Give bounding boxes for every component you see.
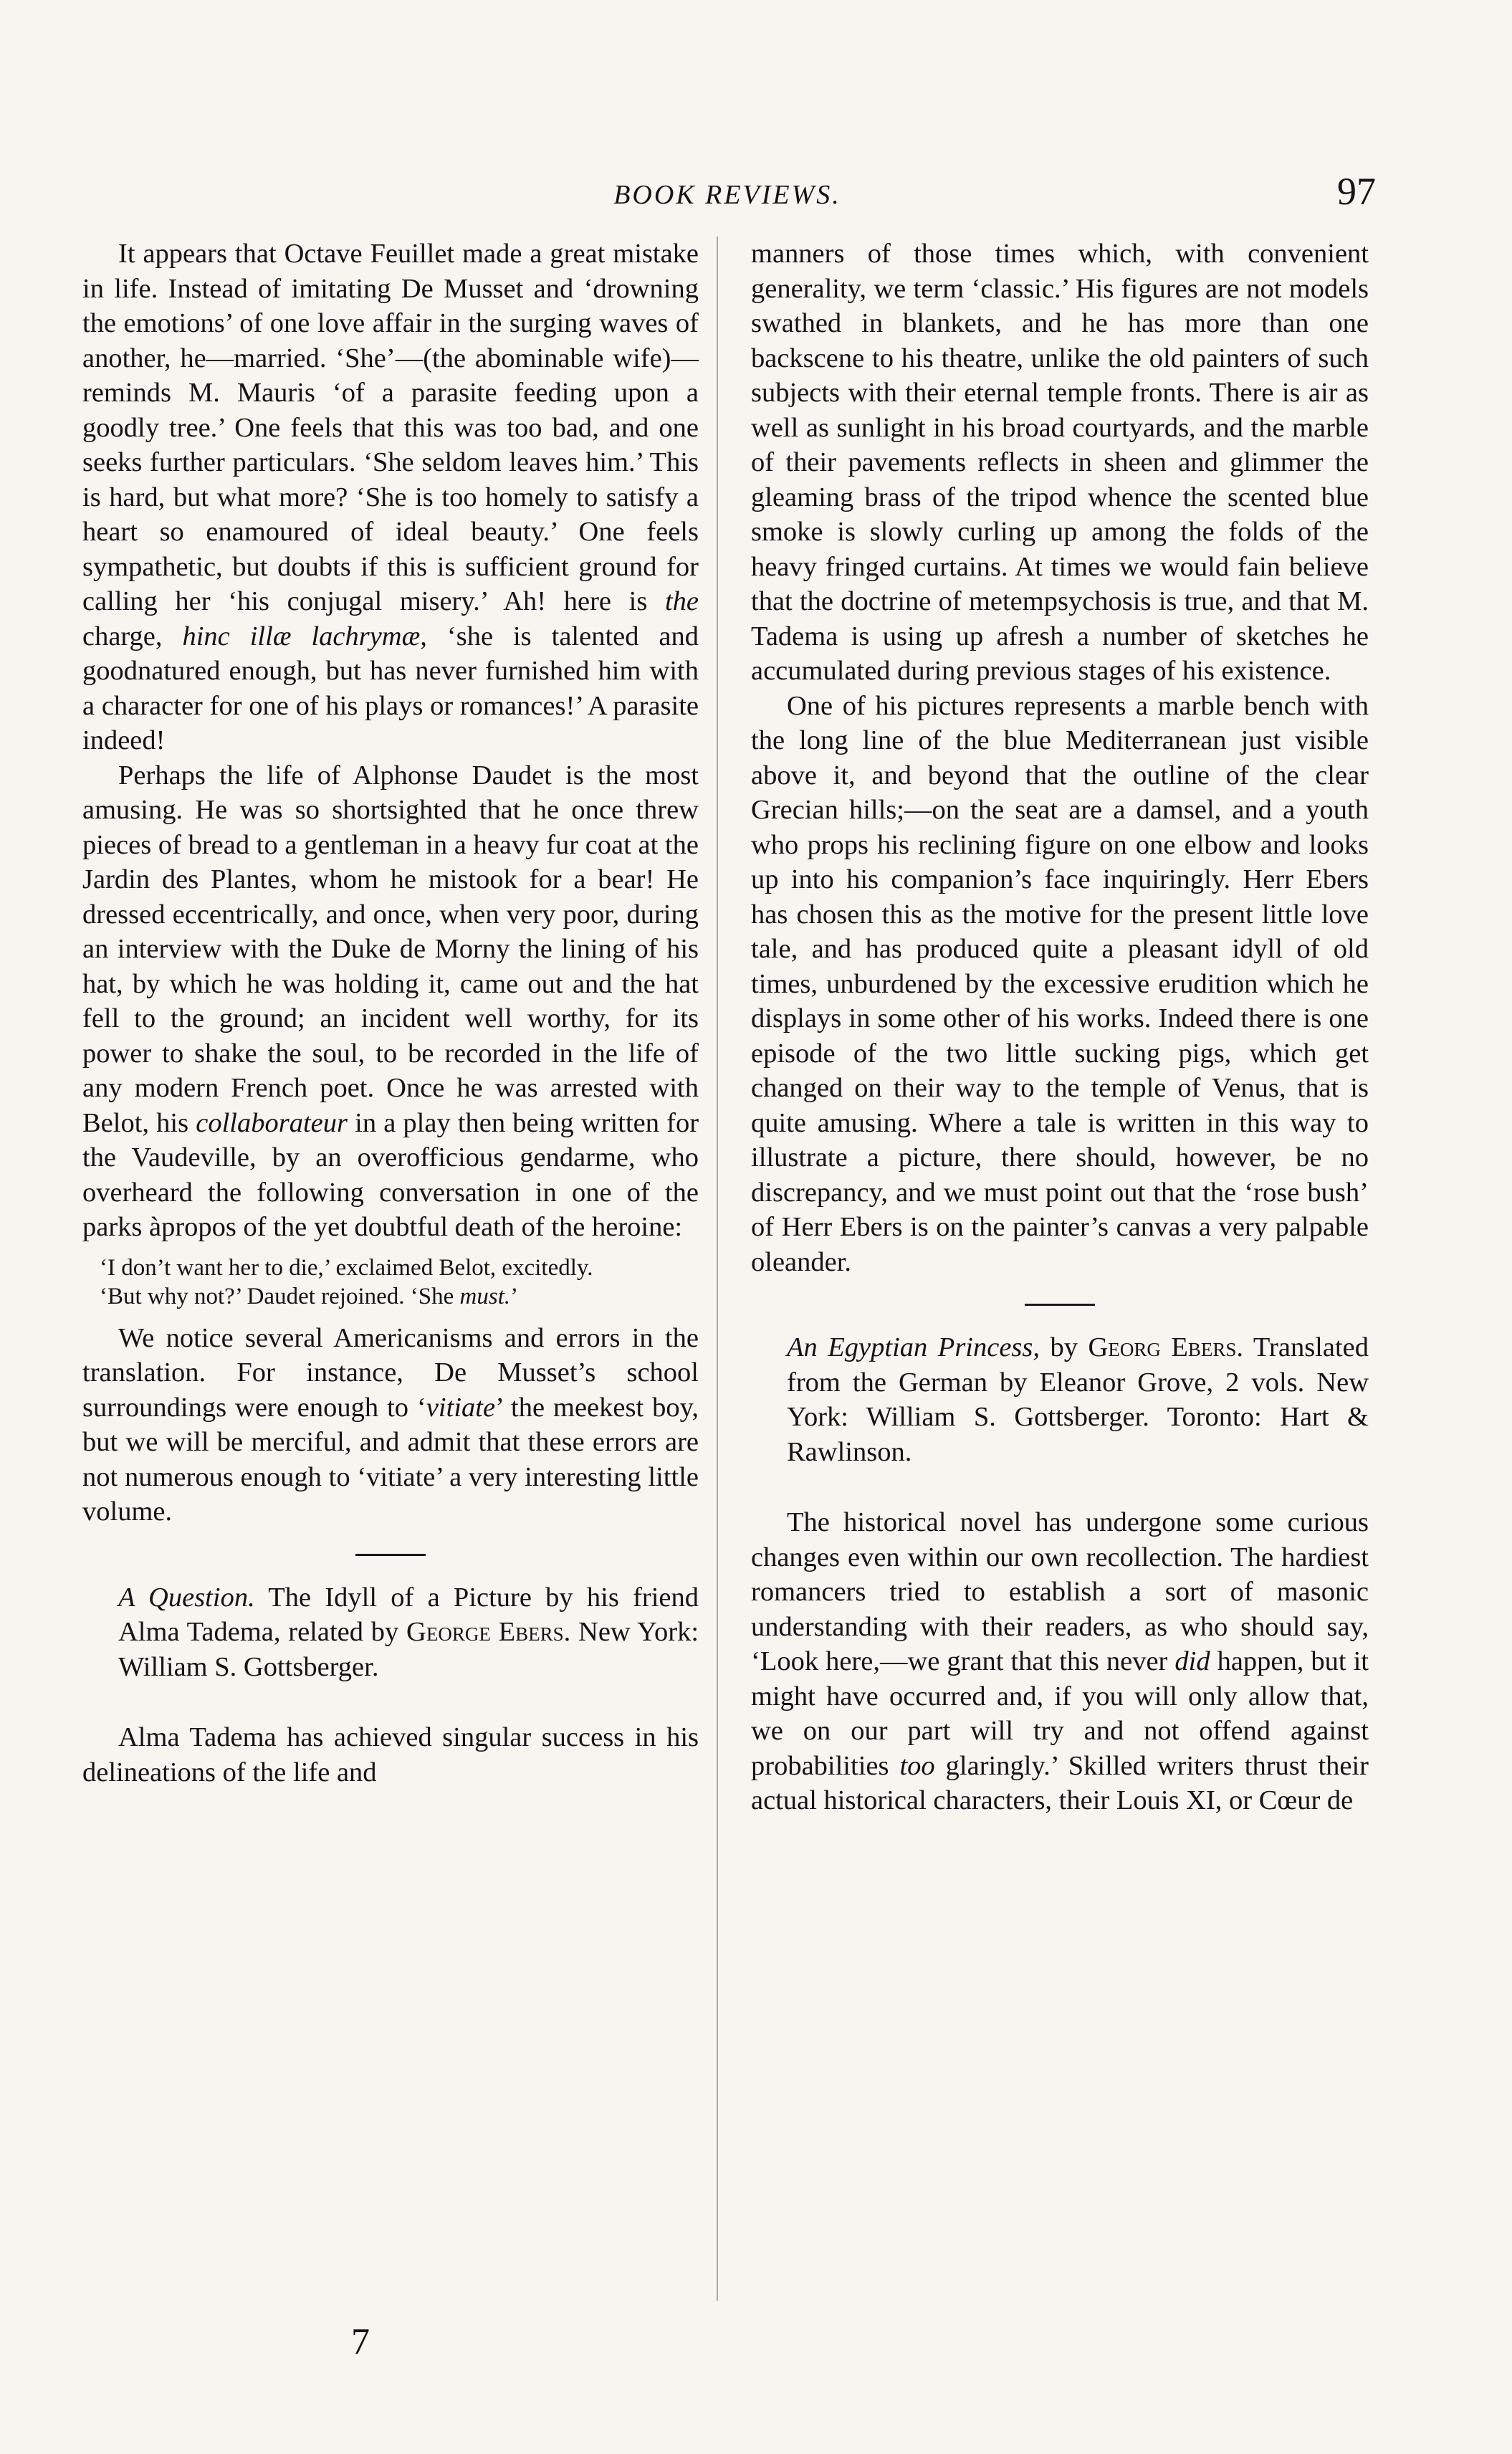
book-heading-egyptian-princess: An Egyptian Princess, by Georg Ebers. Translated from the German by Eleanor Grove, 2 vols. New York: William S. Gottsberger. Toronto: Hart & Rawlinson. — [787, 1332, 1369, 1467]
paragraph-americanisms: We notice several Americanisms and errors in the translation. For instance, De Musset’s school surroundings were enough to ‘vitiate’ the meekest boy, but we will be merciful, and admit that these errors are not numerous enough to ‘vitiate’ a very interesting little volume. — [82, 1322, 699, 1527]
section-rule — [355, 1554, 426, 1556]
column-divider — [717, 237, 718, 2301]
paragraph-historical-novel: The historical novel has undergone some curious changes even within our own recollection. The hardiest romancers tried to establish a sort of masonic understanding with their readers, as who should say, ‘Look here,—we grant that this never did happen, but it might have occurred and, if you will only allow that, we on our part will try and not offend against probabilities too glaringly.’ Skilled writers thrust their actual historical characters, their Louis XI, or Cœur de — [751, 1507, 1369, 1815]
signature-mark: 7 — [351, 2321, 370, 2362]
paragraph-tadema-cont: manners of those times which, with convenient generality, we term ‘classic.’ His figures are not models swathed in blankets, and he has more than one backscene to his theatre, unlike the old painters of such subjects with their eternal temple fronts. There is air as well as sunlight in his broad courtyards, and the marble of their pavements reflects in sheen and glimmer the gleaming brass of the tripod whence the scented blue smoke is slowly curling up among the folds of the heavy fringed curtains. At times we would fain believe that the doctrine of metempsychosis is true, and that M. Tadema is using up afresh a number of sketches he accumulated during previous stages of his existence. — [751, 239, 1369, 686]
quotation-block — [82, 1254, 699, 1311]
page-number: 97 — [1337, 170, 1376, 213]
book-heading-question: A Question. The Idyll of a Picture by his friend Alma Tadema, related by George Ebers. New York: William S. Gottsberger. — [118, 1582, 699, 1682]
running-head: BOOK REVIEWS. — [613, 180, 841, 210]
left-column — [82, 237, 699, 1790]
quote-line: ‘I don’t want her to die,’ exclaimed Belot, excitedly. — [100, 1254, 593, 1281]
section-rule — [1025, 1304, 1095, 1306]
page-header — [79, 169, 1376, 219]
paragraph-picture: One of his pictures represents a marble bench with the long line of the blue Mediterranean just visible above it, and beyond that the outline of the clear Grecian hills;—on the seat are a damsel, and a youth who props his reclining figure on one elbow and looks up into his companion’s face inquiringly. Herr Ebers has chosen this as the motive for the present little love tale, and has produced quite a pleasant idyll of old times, unburdened by the excessive erudition which he displays in some other of his works. Indeed there is one episode of the two little sucking pigs, which get changed on their way to the temple of Venus, that is quite amusing. Where a tale is written in this way to illustrate a picture, there should, however, be no discrepancy, and we must point out that the ‘rose bush’ of Herr Ebers is on the painter’s canvas a very palpable oleander. — [751, 690, 1369, 1277]
right-column — [751, 237, 1369, 1818]
quote-line: ‘But why not?’ Daudet rejoined. ‘She must.’ — [100, 1283, 519, 1309]
paragraph-tadema: Alma Tadema has achieved singular success in his delineations of the life and — [82, 1722, 699, 1787]
paragraph-feuillet: It appears that Octave Feuillet made a great mistake in life. Instead of imitating De Musset and ‘drowning the emotions’ of one love affair in the surging waves of another, he—married. ‘She’—(the abominable wife)—reminds M. Mauris ‘of a parasite feeding upon a goodly tree.’ One feels that this was too bad, and one seeks further particulars. ‘She seldom leaves him.’ This is hard, but what more? ‘She is too homely to satisfy a heart so enamoured of ideal beauty.’ One feels sympathetic, but doubts if this is sufficient ground for calling her ‘his conjugal misery.’ Ah! here is the charge, hinc illæ lachrymæ, ‘she is talented and goodnatured enough, but has never furnished him with a character for one of his plays or romances!’ A parasite indeed! — [82, 239, 699, 755]
paragraph-daudet: Perhaps the life of Alphonse Daudet is the most amusing. He was so shortsighted that he once threw pieces of bread to a gentleman in a heavy fur coat at the Jardin des Plantes, whom he mistook for a bear! He dressed eccentrically, and once, when very poor, during an interview with the Duke de Morny the lining of his hat, by which he was holding it, came out and the hat fell to the ground; an incident well worthy, for its power to shake the soul, to be recorded in the life of any modern French poet. Once he was arrested with Belot, his collaborateur in a play then being written for the Vaudeville, by an overofficious gendarme, who overheard the following conversation in one of the parks àpropos of the yet doubtful death of the heroine: — [82, 760, 699, 1242]
